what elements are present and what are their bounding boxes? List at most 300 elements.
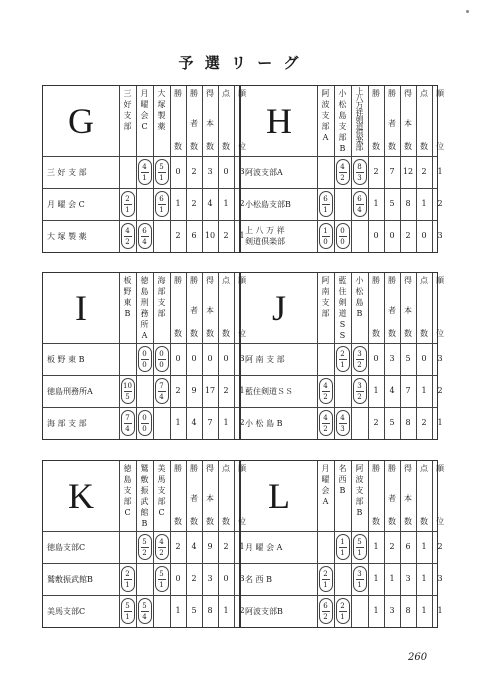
- opponent-header-char: 刑: [140, 298, 149, 307]
- score-top: 0: [142, 349, 147, 358]
- stat-footer: 位: [436, 142, 444, 151]
- stat-header: 点: [420, 89, 428, 98]
- stat-value: 1: [175, 199, 181, 208]
- score-top: 2: [340, 349, 345, 358]
- score-top: 7: [125, 413, 130, 422]
- stat-value: 0: [191, 354, 197, 363]
- stat-header-sub: 本: [404, 306, 412, 315]
- stat-value: 2: [421, 418, 427, 427]
- stat-value: 1: [239, 386, 245, 395]
- match-score: [319, 223, 333, 249]
- match-score: [138, 223, 152, 249]
- opponent-header: [334, 275, 351, 341]
- opponent-header: [317, 88, 334, 143]
- stat-footer: 数: [190, 517, 198, 526]
- opponent-header-char: 道: [355, 122, 364, 131]
- opponent-header-char: 支: [123, 111, 132, 120]
- stat-value: 2: [373, 418, 379, 427]
- opponent-header-char: 月: [140, 89, 149, 98]
- score-bottom: 0: [142, 424, 147, 433]
- opponent-header-char: 島: [123, 475, 132, 484]
- stat-value: 5: [389, 418, 395, 427]
- score-top: 5: [142, 601, 147, 610]
- league-letter: I: [75, 288, 87, 328]
- opponent-header-char: 島: [338, 111, 347, 120]
- score-top: 2: [323, 569, 328, 578]
- stat-value: 5: [191, 606, 197, 615]
- score-bottom: 5: [125, 392, 130, 401]
- league-table-l: [240, 460, 444, 628]
- stat-value: 0: [223, 354, 229, 363]
- stat-value: 8: [405, 199, 411, 208]
- stat-value: 2: [191, 574, 197, 583]
- stat-value: 2: [239, 199, 245, 208]
- team-name: 上 八 万 祥 剣道倶楽部: [245, 226, 285, 246]
- row-divider: [43, 595, 239, 596]
- score-top: 4: [323, 413, 328, 422]
- stat-footer: 位: [238, 329, 246, 338]
- stat-footer: 数: [372, 329, 380, 338]
- opponent-header-char: 島: [355, 298, 364, 307]
- match-score: [155, 159, 169, 185]
- stat-value: 1: [175, 418, 181, 427]
- league-table-i: [42, 272, 246, 440]
- stat-footer: 数: [420, 329, 428, 338]
- row-divider: [241, 563, 437, 564]
- opponent-header-char: 好: [123, 100, 132, 109]
- score-top: 0: [340, 226, 345, 235]
- score-top: 4: [125, 226, 130, 235]
- stat-footer: 数: [174, 329, 182, 338]
- stat-footer: 位: [436, 329, 444, 338]
- score-top: 3: [357, 349, 362, 358]
- opponent-header: [317, 463, 334, 507]
- stat-value: 1: [421, 199, 427, 208]
- stat-header: 順: [436, 464, 444, 473]
- score-top: 5: [142, 537, 147, 546]
- opponent-header-char: 支: [321, 298, 330, 307]
- opponent-header-char: 支: [321, 111, 330, 120]
- stat-header: 点: [420, 276, 428, 285]
- match-score: [336, 598, 350, 624]
- stat-value: 3: [239, 574, 245, 583]
- stat-header-sub: 本: [206, 306, 214, 315]
- stat-value: 1: [373, 542, 379, 551]
- team-name: 徳島支部C: [47, 543, 86, 552]
- score-bottom: 2: [357, 392, 362, 401]
- score-bottom: 1: [340, 548, 345, 557]
- stat-value: 3: [207, 167, 213, 176]
- team-name: 名 西 B: [245, 575, 272, 584]
- stat-footer: 位: [238, 142, 246, 151]
- opponent-header-char: 徳: [140, 276, 149, 285]
- opponent-header-char: 藍: [338, 276, 347, 285]
- score-bottom: 4: [142, 612, 147, 621]
- opponent-header-char: 万: [355, 101, 364, 110]
- row-divider: [241, 531, 437, 532]
- stat-header: 得: [404, 89, 412, 98]
- opponent-header-char: 月: [321, 464, 330, 473]
- opponent-header-char: 徳: [123, 464, 132, 473]
- row-divider: [43, 375, 239, 376]
- team-name: 月 曜 会 C: [47, 200, 85, 209]
- opponent-header-char: 部: [157, 309, 166, 318]
- opponent-header: [334, 88, 351, 154]
- score-top: 5: [125, 601, 130, 610]
- opponent-header-char: 支: [123, 486, 132, 495]
- stat-header: 得: [404, 464, 412, 473]
- stat-value: 2: [405, 231, 411, 240]
- match-score: [155, 346, 169, 372]
- match-score: [319, 378, 333, 404]
- opponent-header-char: B: [356, 508, 363, 517]
- team-name: 海 部 支 部: [47, 419, 87, 428]
- match-score: [138, 534, 152, 560]
- stat-header: 順: [238, 464, 246, 473]
- stat-header: 勝: [174, 464, 182, 473]
- stat-value: 1: [373, 199, 379, 208]
- stat-footer: 数: [388, 142, 396, 151]
- opponent-header-char: 務: [140, 309, 149, 318]
- opponent-header-char: 支: [157, 298, 166, 307]
- stat-header: 順: [238, 276, 246, 285]
- opponent-header-char: 部: [157, 497, 166, 506]
- opponent-header-char: 道: [338, 309, 347, 318]
- page-title: 予 選 リ ー グ: [178, 54, 302, 72]
- score-bottom: 1: [323, 580, 328, 589]
- stat-value: 1: [223, 606, 229, 615]
- stat-footer: 数: [222, 329, 230, 338]
- stat-header: 勝: [190, 464, 198, 473]
- stat-value: 1: [373, 386, 379, 395]
- opponent-header-char: 阿: [355, 464, 364, 473]
- match-score: [319, 191, 333, 217]
- stat-footer: 数: [404, 142, 412, 151]
- opponent-header-char: 曜: [140, 100, 149, 109]
- opponent-header-char: 南: [321, 287, 330, 296]
- stat-footer: 数: [388, 329, 396, 338]
- stat-value: 8: [405, 606, 411, 615]
- match-score: [319, 410, 333, 436]
- stat-value: 2: [239, 606, 245, 615]
- opponent-header: [317, 275, 334, 319]
- league-letter: L: [268, 476, 290, 516]
- opponent-header-char: 会: [321, 486, 330, 495]
- match-score: [336, 410, 350, 436]
- score-bottom: 1: [159, 173, 164, 182]
- stat-value: 1: [437, 418, 443, 427]
- opponent-header-char: 大: [157, 89, 166, 98]
- score-bottom: 3: [340, 424, 345, 433]
- score-bottom: 0: [323, 237, 328, 246]
- opponent-header: [119, 88, 136, 132]
- match-score: [121, 223, 135, 249]
- stat-footer: 数: [206, 517, 214, 526]
- score-top: 4: [340, 162, 345, 171]
- match-score: [319, 598, 333, 624]
- league-letter: J: [271, 288, 286, 328]
- stat-header: 勝: [388, 89, 396, 98]
- team-name: 三 好 支 部: [47, 168, 87, 177]
- opponent-header-char: 薬: [157, 122, 166, 131]
- opponent-header-char: 小: [355, 276, 364, 285]
- league-table-j: [240, 272, 444, 440]
- score-top: 4: [323, 381, 328, 390]
- stat-value: 0: [373, 354, 379, 363]
- score-top: 4: [142, 162, 147, 171]
- opponent-header-char: A: [141, 331, 148, 340]
- stat-header-sub: 本: [404, 494, 412, 503]
- stat-header-sub: 者: [388, 494, 396, 503]
- score-bottom: 1: [357, 580, 362, 589]
- score-bottom: 0: [159, 360, 164, 369]
- score-top: 3: [357, 381, 362, 390]
- row-divider: [241, 595, 437, 596]
- match-score: [336, 159, 350, 185]
- score-bottom: 1: [142, 173, 147, 182]
- opponent-header-char: 板: [123, 276, 132, 285]
- row-divider: [241, 407, 437, 408]
- score-bottom: 1: [125, 612, 130, 621]
- stat-value: 0: [175, 574, 181, 583]
- row-divider: [241, 220, 437, 221]
- stat-header: 勝: [174, 89, 182, 98]
- score-top: 8: [357, 162, 362, 171]
- score-top: 7: [159, 381, 164, 390]
- opponent-header: [351, 88, 368, 151]
- opponent-header-char: 部: [355, 497, 364, 506]
- row-divider: [43, 407, 239, 408]
- score-top: 6: [142, 226, 147, 235]
- stat-value: 1: [437, 606, 443, 615]
- stat-header: 勝: [174, 276, 182, 285]
- stat-header-sub: 本: [206, 119, 214, 128]
- match-score: [121, 566, 135, 592]
- stat-value: 0: [223, 574, 229, 583]
- match-score: [353, 378, 367, 404]
- match-score: [138, 598, 152, 624]
- stat-value: 2: [191, 199, 197, 208]
- opponent-header-char: B: [141, 519, 148, 528]
- stat-value: 0: [207, 354, 213, 363]
- stat-footer: 位: [436, 517, 444, 526]
- opponent-header-char: 西: [338, 475, 347, 484]
- stat-value: 9: [207, 542, 213, 551]
- opponent-header-char: B: [124, 309, 131, 318]
- stat-header: 点: [222, 464, 230, 473]
- opponent-header-char: 会: [140, 111, 149, 120]
- row-divider: [43, 343, 239, 344]
- match-score: [353, 534, 367, 560]
- score-bottom: 3: [357, 173, 362, 182]
- score-top: 6: [357, 194, 362, 203]
- opponent-header-char: 敷: [140, 475, 149, 484]
- score-bottom: 1: [159, 205, 164, 214]
- stat-value: 3: [405, 574, 411, 583]
- score-bottom: 2: [357, 360, 362, 369]
- opponent-header-char: 海: [157, 276, 166, 285]
- stat-value: 2: [437, 199, 443, 208]
- stat-value: 1: [373, 574, 379, 583]
- opponent-header-char: 支: [157, 486, 166, 495]
- stat-header: 順: [436, 276, 444, 285]
- match-score: [155, 534, 169, 560]
- stat-value: 4: [207, 199, 213, 208]
- team-name: 小 松 島 B: [245, 419, 283, 428]
- stat-value: 6: [191, 231, 197, 240]
- match-score: [353, 159, 367, 185]
- stat-value: 1: [389, 574, 395, 583]
- opponent-header-char: 島: [140, 287, 149, 296]
- row-divider: [43, 188, 239, 189]
- team-name: 鷲敷振武館B: [47, 575, 93, 584]
- stat-value: 3: [437, 354, 443, 363]
- stat-value: 4: [389, 386, 395, 395]
- stat-header-sub: 者: [190, 306, 198, 315]
- score-bottom: 4: [142, 237, 147, 246]
- opponent-header-char: 所: [140, 320, 149, 329]
- score-bottom: 0: [142, 360, 147, 369]
- stat-footer: 数: [222, 142, 230, 151]
- stat-value: 5: [405, 354, 411, 363]
- stat-header: 勝: [372, 276, 380, 285]
- stat-value: 2: [223, 386, 229, 395]
- stat-value: 2: [191, 167, 197, 176]
- score-top: 0: [142, 413, 147, 422]
- opponent-header-char: 部: [157, 287, 166, 296]
- match-score: [336, 534, 350, 560]
- stat-footer: 数: [372, 142, 380, 151]
- opponent-header-char: 支: [355, 486, 364, 495]
- stat-footer: 数: [206, 142, 214, 151]
- score-bottom: 1: [340, 360, 345, 369]
- stat-value: 0: [175, 354, 181, 363]
- score-bottom: 1: [159, 580, 164, 589]
- opponent-header-char: 剣: [338, 298, 347, 307]
- score-bottom: 1: [125, 205, 130, 214]
- match-score: [155, 191, 169, 217]
- match-score: [353, 346, 367, 372]
- stat-header: 順: [238, 89, 246, 98]
- stat-value: 3: [207, 574, 213, 583]
- opponent-header-char: 製: [157, 111, 166, 120]
- opponent-header-char: 阿: [321, 89, 330, 98]
- score-top: 6: [323, 194, 328, 203]
- stat-value: 2: [223, 231, 229, 240]
- stat-footer: 位: [238, 517, 246, 526]
- opponent-header-char: 美: [157, 464, 166, 473]
- page-number: 260: [408, 652, 428, 663]
- opponent-header: [136, 275, 153, 341]
- score-bottom: 0: [340, 237, 345, 246]
- score-top: 2: [125, 569, 130, 578]
- stat-value: 0: [389, 231, 395, 240]
- stat-value: 2: [421, 167, 427, 176]
- opponent-header-char: 三: [123, 89, 132, 98]
- opponent-header-char: 部: [355, 143, 364, 152]
- stat-value: 1: [239, 231, 245, 240]
- stat-value: 1: [223, 418, 229, 427]
- score-top: 1: [323, 226, 328, 235]
- stat-value: 3: [239, 354, 245, 363]
- opponent-header-char: S: [339, 320, 346, 329]
- stat-footer: 数: [206, 329, 214, 338]
- stat-header: 点: [222, 89, 230, 98]
- opponent-header-char: 倶: [355, 129, 364, 138]
- match-score: [121, 598, 135, 624]
- team-name: 藍住剣道ＳＳ: [245, 387, 293, 396]
- stat-header: 得: [404, 276, 412, 285]
- stat-value: 3: [239, 167, 245, 176]
- league-table-g: [42, 85, 246, 253]
- opponent-header-char: 住: [338, 287, 347, 296]
- stat-value: 2: [175, 386, 181, 395]
- opponent-header-char: 武: [140, 497, 149, 506]
- stat-value: 3: [437, 231, 443, 240]
- scan-dot: [466, 10, 469, 13]
- stat-value: 2: [437, 386, 443, 395]
- opponent-header-char: B: [356, 309, 363, 318]
- opponent-header-char: S: [339, 331, 346, 340]
- stat-header: 得: [206, 276, 214, 285]
- stat-value: 2: [239, 418, 245, 427]
- score-top: 6: [323, 601, 328, 610]
- score-top: 10: [123, 381, 132, 390]
- stat-value: 8: [405, 418, 411, 427]
- stat-value: 2: [437, 542, 443, 551]
- team-name: 小松島支部B: [245, 200, 291, 209]
- score-top: 5: [159, 569, 164, 578]
- league-letter: G: [68, 101, 94, 141]
- opponent-header-char: 馬: [157, 475, 166, 484]
- opponent-header: [136, 463, 153, 529]
- stat-footer: 数: [190, 142, 198, 151]
- stat-header-sub: 者: [388, 306, 396, 315]
- league-letter: K: [68, 476, 94, 516]
- opponent-header-char: 野: [123, 287, 132, 296]
- score-bottom: 4: [159, 392, 164, 401]
- opponent-header-char: A: [322, 497, 329, 506]
- opponent-header-char: 部: [123, 122, 132, 131]
- score-bottom: 1: [125, 580, 130, 589]
- stat-value: 0: [421, 354, 427, 363]
- stat-value: 9: [191, 386, 197, 395]
- stat-header-sub: 本: [404, 119, 412, 128]
- score-bottom: 4: [125, 424, 130, 433]
- stat-header-sub: 者: [388, 119, 396, 128]
- team-name: 美馬支部C: [47, 607, 86, 616]
- opponent-header: [153, 275, 170, 319]
- opponent-header-char: 部: [321, 309, 330, 318]
- league-table-k: [42, 460, 246, 628]
- stat-value: 1: [175, 606, 181, 615]
- score-top: 2: [125, 194, 130, 203]
- match-score: [336, 223, 350, 249]
- opponent-header-char: 上: [355, 87, 364, 96]
- score-top: 4: [159, 537, 164, 546]
- stat-value: 1: [421, 606, 427, 615]
- stat-header: 点: [222, 276, 230, 285]
- opponent-header-char: 波: [355, 475, 364, 484]
- score-bottom: 2: [323, 612, 328, 621]
- opponent-header-char: 小: [338, 89, 347, 98]
- team-name: 大 塚 製 薬: [47, 232, 87, 241]
- stat-value: 17: [204, 386, 216, 395]
- opponent-header: [153, 463, 170, 518]
- row-divider: [43, 220, 239, 221]
- team-name: 月 曜 会 A: [245, 543, 283, 552]
- opponent-header: [334, 463, 351, 496]
